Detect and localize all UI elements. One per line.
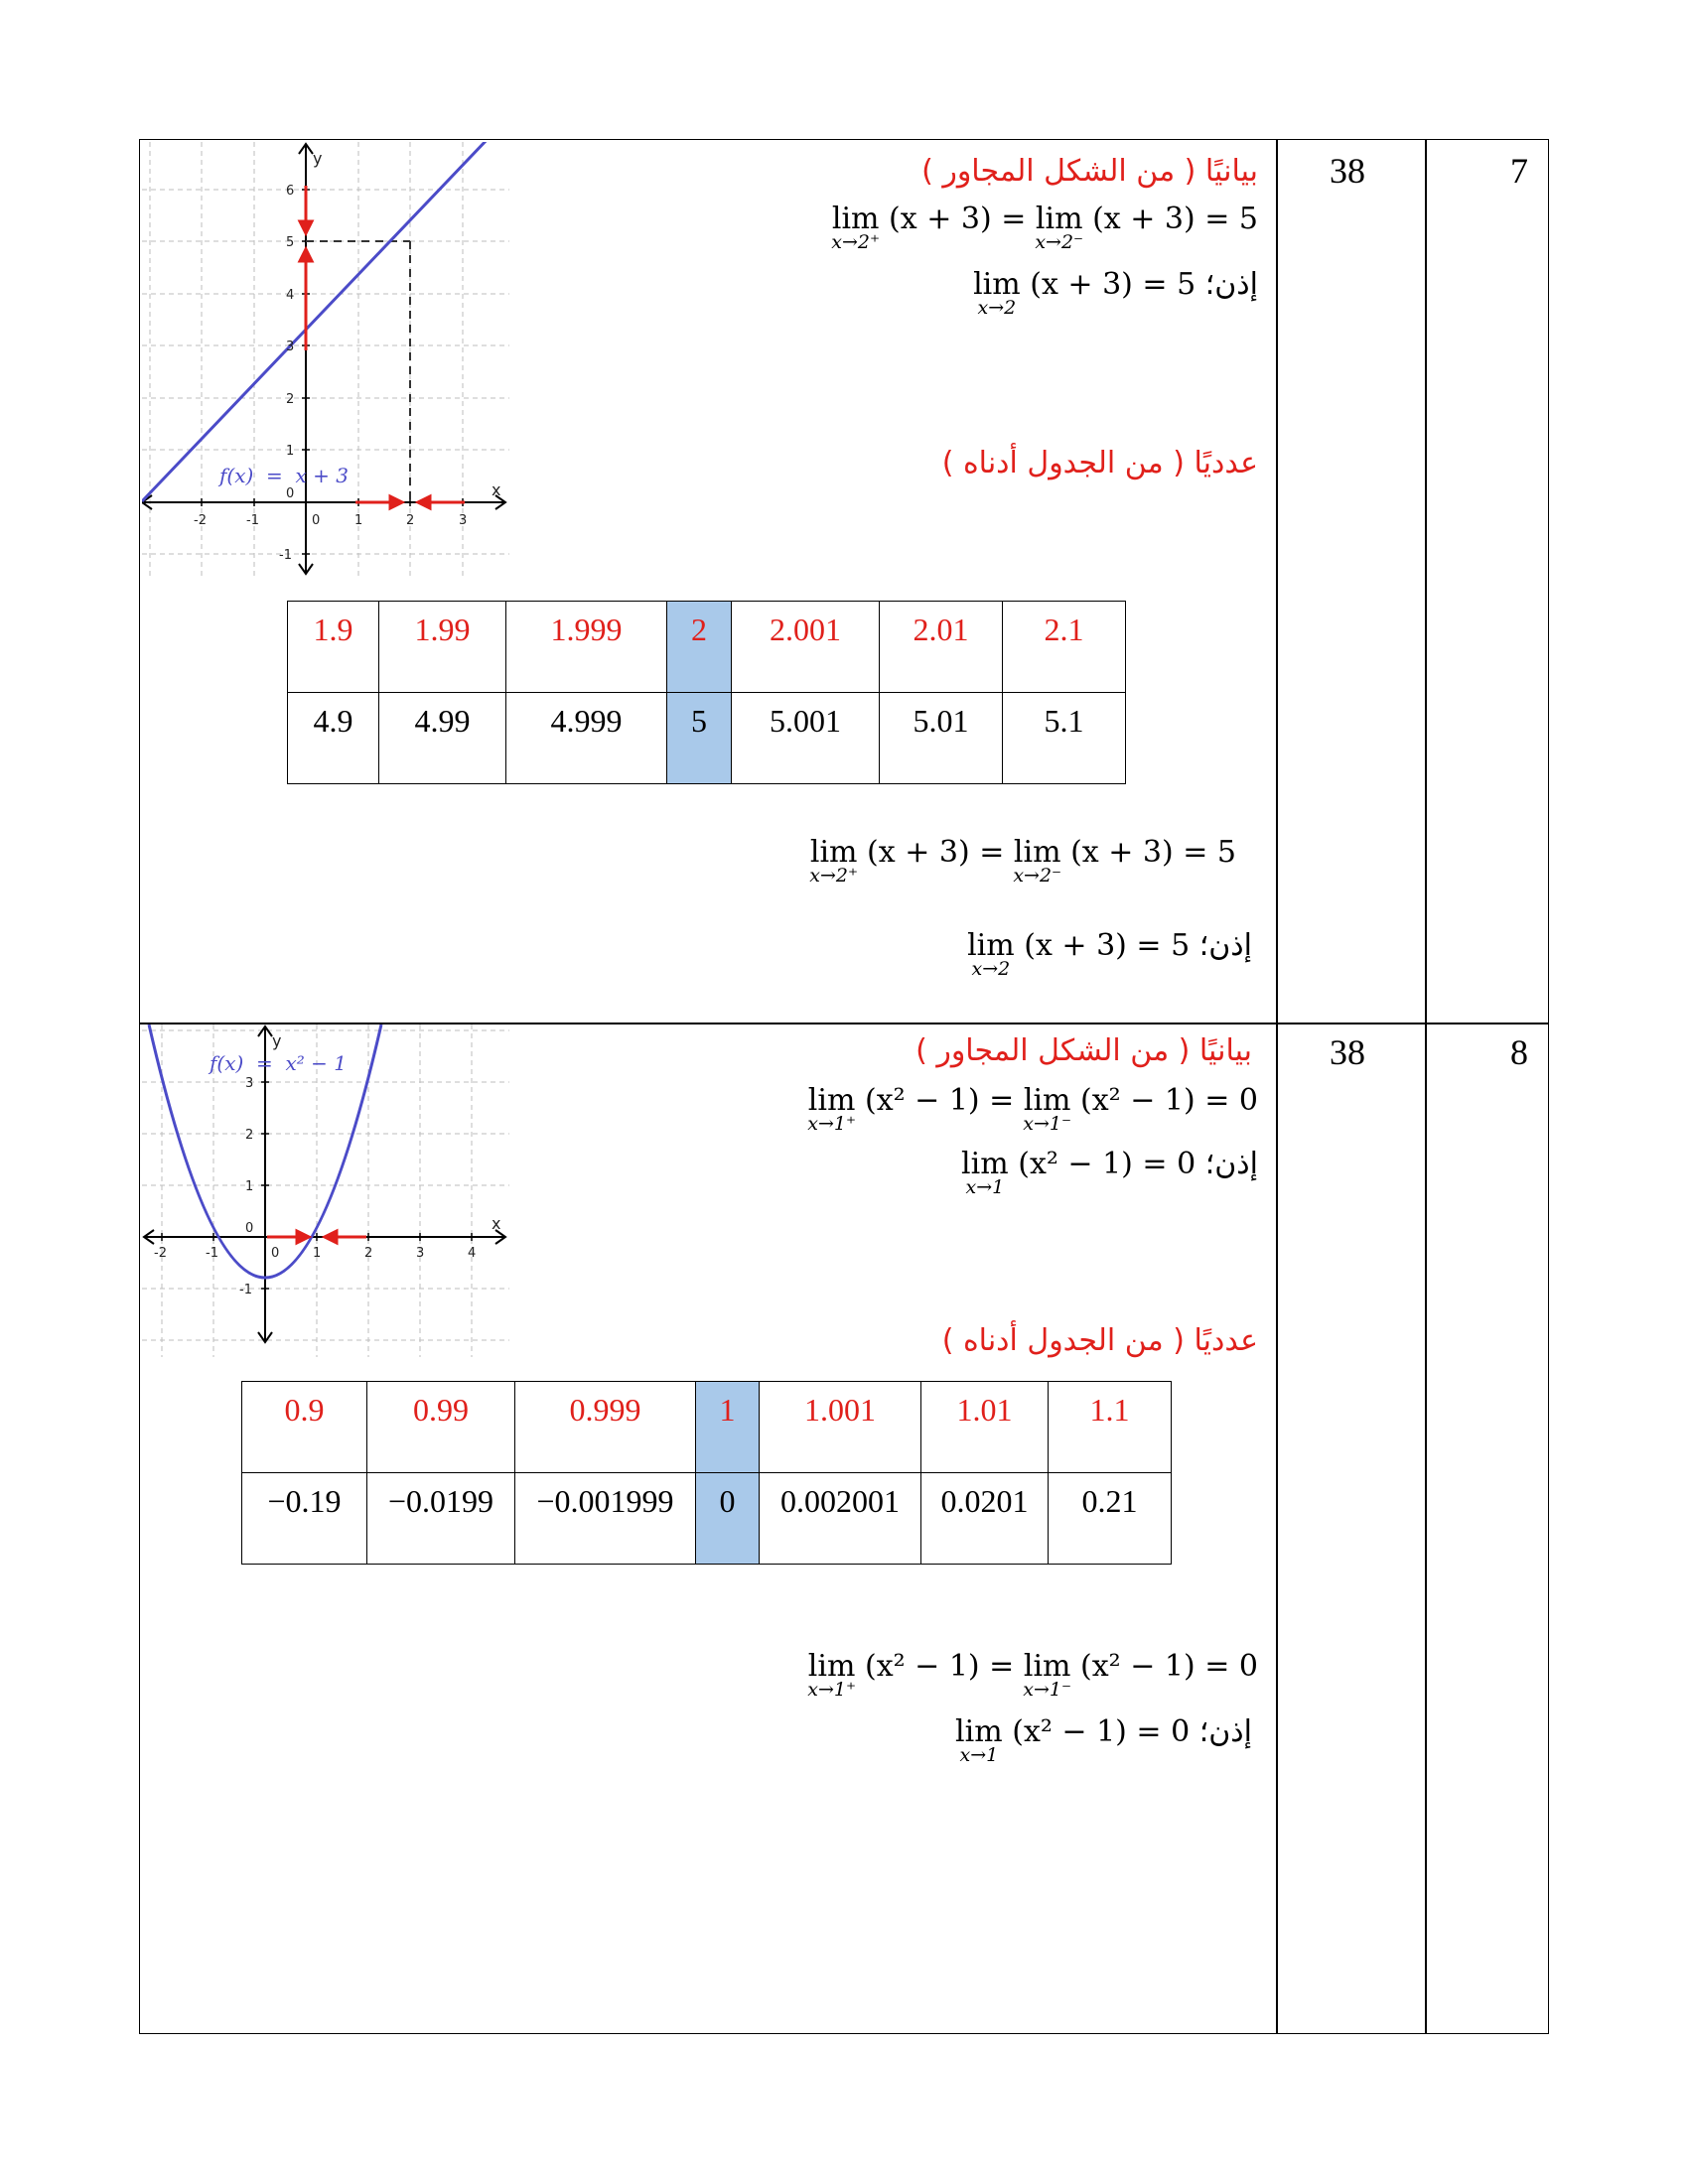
lim-right: lim x→2⁺ (831, 202, 881, 253)
lim-right: lim x→1⁺ (807, 1083, 856, 1135)
tick-labels (194, 149, 500, 563)
numeric-heading: عدديًا ( من الجدول أدناه ) (941, 446, 1258, 480)
lim-both: lim x→1 (961, 1147, 1009, 1198)
table-cell: 0.0201 (921, 1473, 1049, 1565)
table-cell: 5.1 (1003, 693, 1126, 784)
x-tick-label: 2 (364, 1246, 373, 1261)
y-tick-label: 2 (245, 1128, 254, 1143)
y-tick-label: 0 (245, 1221, 254, 1236)
page-number: 38 (1330, 1032, 1365, 1072)
x-tick-label: 3 (416, 1246, 425, 1261)
answers-table (139, 139, 1549, 2034)
table-cell: 1.9 (288, 602, 379, 693)
x-tick-label: -1 (246, 513, 259, 528)
table-row-f (242, 1473, 1172, 1565)
table-cell: 5.01 (880, 693, 1003, 784)
grid (142, 142, 509, 577)
x-tick-label: -2 (194, 513, 207, 528)
y-tick-label: 3 (245, 1076, 254, 1091)
x-tick-label: 1 (313, 1246, 322, 1261)
table-cell: 1.999 (506, 602, 667, 693)
table-cell: 0.21 (1049, 1473, 1172, 1565)
table-row-x (288, 602, 1126, 693)
lim-left: lim x→2⁻ (1035, 202, 1084, 253)
table-cell: 4.99 (379, 693, 506, 784)
table-cell: 4.9 (288, 693, 379, 784)
table-cell-highlighted: 0 (696, 1473, 760, 1565)
lim-both: lim x→1 (955, 1714, 1003, 1766)
graphic-heading: بيانيًا ( من الشكل المجاور ) (915, 1033, 1252, 1068)
lim-left: lim x→1⁻ (1023, 1649, 1072, 1701)
table-cell: 2.01 (880, 602, 1003, 693)
table-cell: 2.001 (732, 602, 880, 693)
parabola-graph (142, 1024, 509, 1357)
lim-right: lim x→1⁺ (807, 1649, 856, 1701)
table-cell: −0.19 (242, 1473, 367, 1565)
one-sided-limits: lim x→1⁺ (x² − 1) = lim x→1⁻ (x² − 1) = 0 (807, 1649, 1258, 1701)
numeric-heading: عدديًا ( من الجدول أدناه ) (941, 1323, 1258, 1358)
y-tick-label: 2 (286, 392, 295, 407)
lim-both: lim x→2 (973, 267, 1021, 319)
x-tick-label: 3 (459, 513, 468, 528)
table-cell: 0.002001 (760, 1473, 921, 1565)
table-cell: 1.001 (760, 1382, 921, 1473)
x-tick-label: 2 (406, 513, 415, 528)
table-cell-highlighted: 1 (696, 1382, 760, 1473)
red-arrows (300, 186, 465, 508)
lim-both: lim x→2 (967, 928, 1015, 980)
column-divider (1425, 140, 1427, 2033)
line-graph (142, 142, 509, 577)
function-label: f(x) = x + 3 (219, 464, 349, 487)
x-axis-label: x (492, 1214, 501, 1233)
y-tick-label: -1 (279, 548, 292, 563)
y-axis-label: y (313, 149, 323, 168)
x-tick-label: -1 (206, 1246, 218, 1261)
table-cell: −0.001999 (515, 1473, 696, 1565)
y-tick-label: 4 (286, 288, 295, 303)
y-tick-label: 6 (286, 184, 295, 199)
question-number: 8 (1510, 1032, 1528, 1072)
function-line (142, 142, 509, 501)
table-row-f (288, 693, 1126, 784)
lim-left: lim x→1⁻ (1023, 1083, 1072, 1135)
table-row-x (242, 1382, 1172, 1473)
table-cell: −0.0199 (367, 1473, 515, 1565)
x-tick-label: 0 (312, 513, 321, 528)
axes (142, 144, 505, 574)
values-table (241, 1381, 1172, 1565)
page-number: 38 (1330, 151, 1365, 191)
graphic-heading: بيانيًا ( من الشكل المجاور ) (921, 154, 1258, 189)
table-cell: 2.1 (1003, 602, 1126, 693)
table-cell: 0.9 (242, 1382, 367, 1473)
table-cell: 1.1 (1049, 1382, 1172, 1473)
question-number: 7 (1510, 151, 1528, 191)
table-cell-highlighted: 5 (667, 693, 732, 784)
y-axis-label: y (272, 1031, 282, 1050)
values-table (287, 601, 1126, 784)
column-divider (1276, 140, 1278, 2033)
table-cell: 5.001 (732, 693, 880, 784)
one-sided-limits: lim x→1⁺ (x² − 1) = lim x→1⁻ (x² − 1) = 0 (807, 1083, 1258, 1135)
conclusion-limit: lim x→1 (x² − 1) = 0 إذن؛ (961, 1147, 1258, 1198)
one-sided-limits: lim x→2⁺ (x + 3) = lim x→2⁻ (x + 3) = 5 (831, 202, 1258, 253)
y-tick-label: -1 (239, 1283, 252, 1297)
lim-right: lim x→2⁺ (809, 835, 859, 887)
conclusion-limit: lim x→2 (x + 3) = 5 إذن؛ (973, 267, 1258, 319)
y-tick-label: 1 (245, 1179, 254, 1194)
x-tick-label: -2 (154, 1246, 167, 1261)
function-label: f(x) = x² − 1 (210, 1051, 347, 1075)
x-tick-label: 4 (468, 1246, 477, 1261)
lim-left: lim x→2⁻ (1013, 835, 1062, 887)
x-tick-label: 1 (354, 513, 363, 528)
table-cell-highlighted: 2 (667, 602, 732, 693)
conclusion-limit: lim x→1 (x² − 1) = 0 إذن؛ (955, 1714, 1252, 1766)
table-cell: 1.99 (379, 602, 506, 693)
y-tick-label: 1 (286, 444, 295, 459)
y-tick-label: 3 (286, 340, 295, 354)
table-cell: 0.999 (515, 1382, 696, 1473)
table-cell: 4.999 (506, 693, 667, 784)
table-cell: 1.01 (921, 1382, 1049, 1473)
y-tick-label: 5 (286, 235, 295, 250)
x-axis-label: x (492, 480, 501, 499)
one-sided-limits: lim x→2⁺ (x + 3) = lim x→2⁻ (x + 3) = 5 (809, 835, 1236, 887)
y-tick-label: 0 (286, 486, 295, 501)
conclusion-limit: lim x→2 (x + 3) = 5 إذن؛ (967, 928, 1252, 980)
x-tick-label: 0 (271, 1246, 280, 1261)
table-cell: 0.99 (367, 1382, 515, 1473)
